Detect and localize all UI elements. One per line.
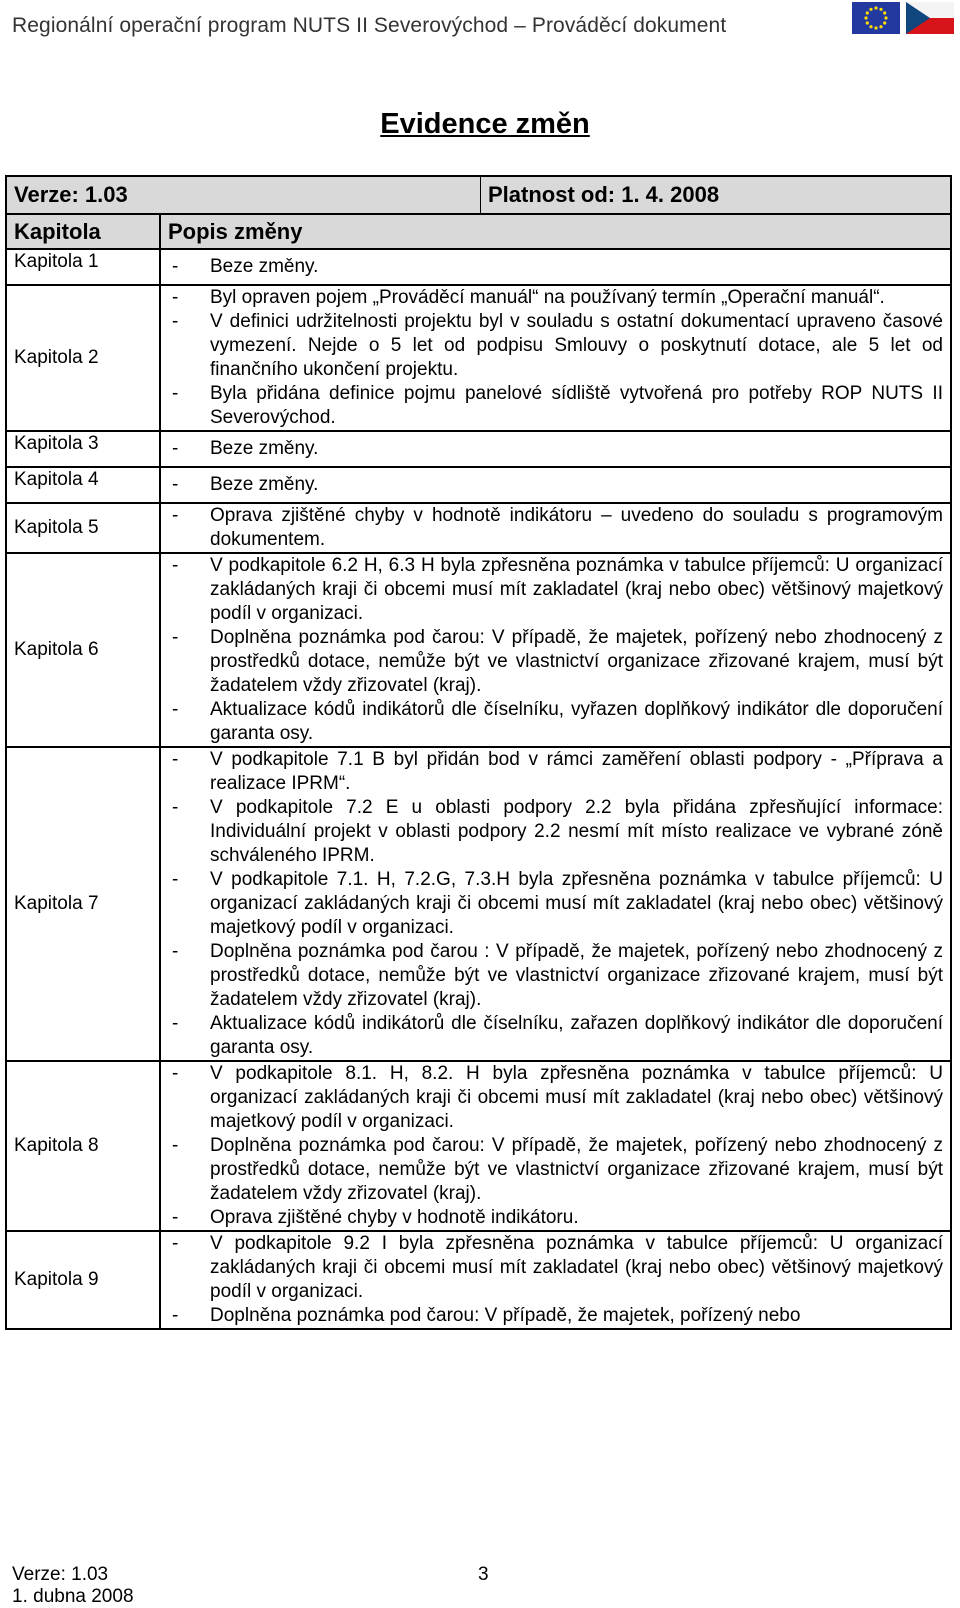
header-logos [852,2,954,34]
description-cell [160,1231,951,1329]
description-cell [160,249,951,285]
change-item: - Byla přidána definice pojmu panelové sídliště vytvořená pro potřeby ROP NUTS II Severovýchod. [168,382,943,430]
change-list [168,1232,943,1328]
change-item: - Doplněna poznámka pod čarou : V případě, že majetek, pořízený nebo zhodnocený z prostředků dotace, nemůže být ve vlastnictví organizace zřizované krajem, musí být žadatelem vždy zřizovatel (kraj). [168,940,943,1012]
chapter-cell: Kapitola 4 [6,467,160,503]
column-header-chapter: Kapitola [6,214,160,249]
table-row [6,747,951,1061]
table-row [6,285,951,431]
chapter-cell: Kapitola 1 [6,249,160,285]
change-item: - V podkapitole 7.2 E u oblasti podpory 2.2 byla přidána zpřesňující informace: Individuální projekt v oblasti podpory 2.2 nesmí mít místo realizace ve vybrané zóně schváleného IPRM. [168,796,943,868]
change-item: - Beze změny. [168,473,943,497]
description-cell [160,467,951,503]
change-list [168,748,943,1060]
chapter-cell: Kapitola 9 [6,1231,160,1329]
chapter-cell: Kapitola 3 [6,431,160,467]
change-item: - Beze změny. [168,255,943,279]
table-row [6,431,951,467]
change-item: - Oprava zjištěné chyby v hodnotě indikátoru. [168,1206,943,1230]
change-item: - Aktualizace kódů indikátorů dle číselníku, vyřazen doplňkový indikátor dle doporučení garanta osy. [168,698,943,746]
change-list [168,554,943,746]
chapter-cell: Kapitola 2 [6,285,160,431]
description-cell [160,503,951,553]
valid-from-label: Platnost od: 1. 4. 2008 [488,182,720,207]
change-item: - V definici udržitelnosti projektu byl v souladu s ostatní dokumentací upraveno časové vymezení. Nejde o 5 let od podpisu Smlouvy o poskytnutí dotace, ale 5 let od finančního ukončení projektu. [168,310,943,382]
page-number: 3 [478,1564,489,1585]
change-item: - V podkapitole 8.1. H, 8.2. H byla zpřesněna poznámka v tabulce příjemců: U organizací zakládaných kraji či obcemi musí mít zakladatel (kraj nebo obec) většinový majetkový podíl v organizaci. [168,1062,943,1134]
change-item: - Oprava zjištěné chyby v hodnotě indikátoru – uvedeno do souladu s programovým dokumentem. [168,504,943,552]
description-cell [160,747,951,1061]
change-log-table [5,175,952,1330]
change-item: - V podkapitole 6.2 H, 6.3 H byla zpřesněna poznámka v tabulce příjemců: U organizací zakládaných kraji či obcemi musí mít zakladatel (kraj nebo obec) většinový majetkový podíl v organizaci. [168,554,943,626]
document-title: Evidence změn [380,108,590,140]
version-cell [6,176,480,214]
chapter-cell: Kapitola 8 [6,1061,160,1231]
footer-version: Verze: 1.03 [12,1564,109,1585]
description-cell [160,553,951,747]
change-item: - Doplněna poznámka pod čarou: V případě, že majetek, pořízený nebo [168,1304,943,1328]
change-list [168,1062,943,1230]
table-row [6,1231,951,1329]
change-item: - Byl opraven pojem „Prováděcí manuál“ na používaný termín „Operační manuál“. [168,286,943,310]
page-footer [12,1564,134,1608]
change-item: - V podkapitole 7.1. H, 7.2.G, 7.3.H byla zpřesněna poznámka v tabulce příjemců: U organizací zakládaných kraji či obcemi musí mít zakladatel (kraj nebo obec) většinový majetkový podíl v organizaci. [168,868,943,940]
valid-from-cell [480,176,951,214]
chapter-cell: Kapitola 5 [6,503,160,553]
description-cell [160,285,951,431]
eu-flag-icon [852,2,900,34]
change-list [168,437,943,461]
change-item: - V podkapitole 9.2 I byla zpřesněna poznámka v tabulce příjemců: U organizací zakládaných kraji či obcemi musí mít zakladatel (kraj nebo obec) většinový majetkový podíl v organizaci. [168,1232,943,1304]
change-list [168,286,943,430]
description-cell [160,431,951,467]
change-list [168,473,943,497]
change-item: - V podkapitole 7.1 B byl přidán bod v rámci zaměření oblasti podpory - „Příprava a realizace IPRM“. [168,748,943,796]
table-row [6,467,951,503]
footer-date: 1. dubna 2008 [12,1586,134,1607]
version-label: Verze: 1.03 [14,182,128,207]
table-row [6,503,951,553]
table-row [6,1061,951,1231]
change-item: - Doplněna poznámka pod čarou: V případě, že majetek, pořízený nebo zhodnocený z prostředků dotace, nemůže být ve vlastnictví organizace zřizované krajem, musí být žadatelem vždy zřizovatel (kraj). [168,626,943,698]
change-list [168,255,943,279]
change-item: - Beze změny. [168,437,943,461]
change-item: - Aktualizace kódů indikátorů dle číselníku, zařazen doplňkový indikátor dle doporučení garanta osy. [168,1012,943,1060]
description-cell [160,1061,951,1231]
table-row [6,553,951,747]
czech-flag-icon [906,2,954,34]
change-item: - Doplněna poznámka pod čarou: V případě, že majetek, pořízený nebo zhodnocený z prostředků dotace, nemůže být ve vlastnictví organizace zřizované krajem, musí být žadatelem vždy zřizovatel (kraj). [168,1134,943,1206]
version-row [6,176,951,214]
chapter-cell: Kapitola 6 [6,553,160,747]
page-header-title: Regionální operační program NUTS II Severovýchod – Prováděcí dokument [12,14,727,37]
table-header-row [6,214,951,249]
chapter-cell: Kapitola 7 [6,747,160,1061]
change-list [168,504,943,552]
table-row [6,249,951,285]
column-header-description: Popis změny [160,214,951,249]
